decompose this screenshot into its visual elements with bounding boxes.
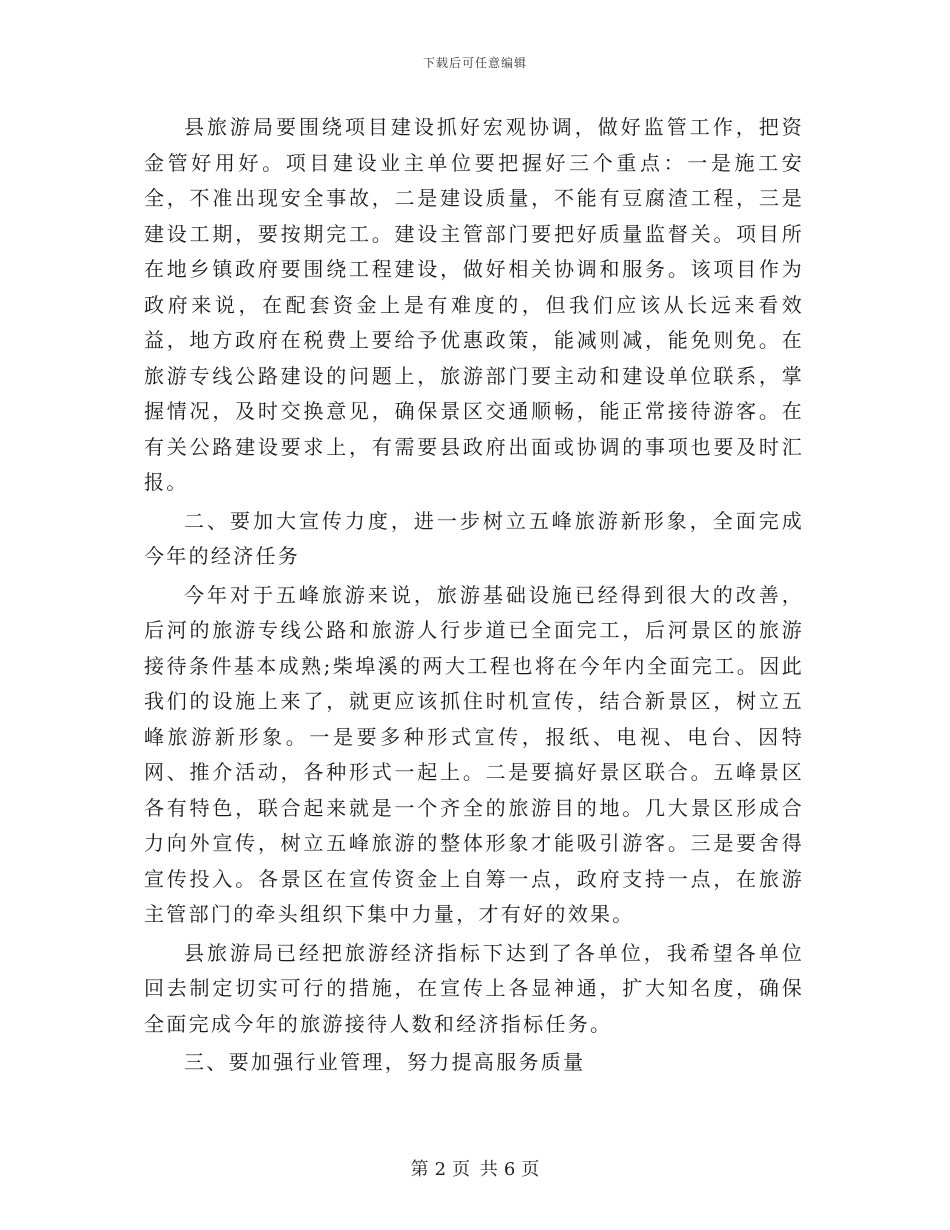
header-note: 下载后可任意编辑 [422,56,527,70]
page-number-footer [0,1155,950,1181]
paragraph-publicity: 今年对于五峰旅游来说，旅游基础设施已经得到很大的改善，后河的旅游专线公路和旅游人行步道已全面完工，后河景区的旅游接待条件基本成熟;柴埠溪的两大工程也将在今年内全面完工。因此我们的设施上来了，就更应该抓住时机宣传，结合新景区，树立五峰旅游新形象。一是要多种形式宣传，报纸、电视、电台、因特网、推介活动，各种形式一起上。二是要搞好景区联合。五峰景区各有特色，联合起来就是一个齐全的旅游目的地。几大景区形成合力向外宣传，树立五峰旅游的整体形象才能吸引游客。三是要舍得宣传投入。各景区在宣传资金上自筹一点，政府支持一点，在旅游主管部门的牵头组织下集中力量，才有好的效果。 [144,582,804,926]
footer-middle: 页 共 [452,1159,498,1180]
paragraph-project-coordination: 县旅游局要围绕项目建设抓好宏观协调，做好监管工作，把资金管好用好。项目建设业主单位要把握好三个重点：一是施工安全，不准出现安全事故，二是建设质量，不能有豆腐渣工程，三是建设工期，要按期完工。建设主管部门要把好质量监督关。项目所在地乡镇政府要围绕工程建设，做好相关协调和服务。该项目作为政府来说，在配套资金上是有难度的，但我们应该从长远来看效益，地方政府在税费上要给予优惠政策，能减则减，能免则免。在旅游专线公路建设的问题上，旅游部门要主动和建设单位联系，掌握情况，及时交换意见，确保景区交通顺畅，能正常接待游客。在有关公路建设要求上，有需要县政府出面或协调的事项也要及时汇报。 [144,115,804,494]
section-heading-management: 三、要加强行业管理，努力提高服务质量 [184,1050,586,1074]
section-heading-publicity: 二、要加大宣传力度，进一步树立五峰旅游新形象，全面完成今年的经济任务 [144,508,804,568]
footer-current-page: 2 [434,1159,447,1180]
footer-total-pages: 6 [503,1159,516,1180]
paragraph-economic-targets: 县旅游局已经把旅游经济指标下达到了各单位，我希望各单位回去制定切实可行的措施，在宣传上各显神通，扩大知名度，确保全面完成今年的旅游接待人数和经济指标任务。 [144,940,804,1036]
document-body [144,110,804,1084]
footer-suffix: 页 [521,1159,540,1180]
footer-prefix: 第 [410,1159,429,1180]
